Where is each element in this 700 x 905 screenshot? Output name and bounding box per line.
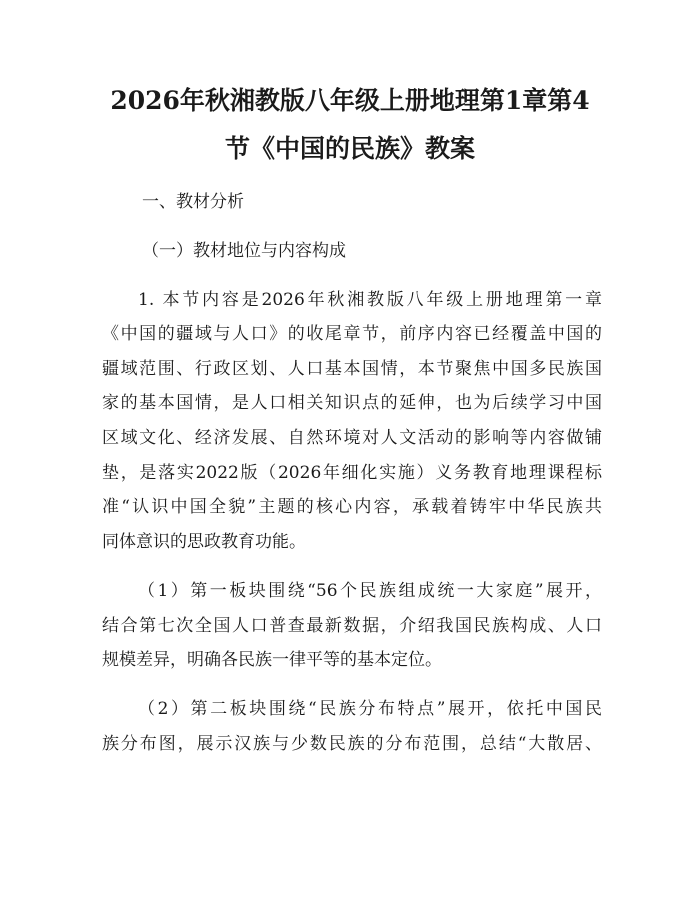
subsection-heading: （一）教材地位与内容构成 xyxy=(142,241,346,261)
section-heading: 一、教材分析 xyxy=(142,192,244,212)
paragraph-3-line-1: （2）第二板块围绕“民族分布特点”展开，依托中国民 xyxy=(138,699,602,719)
paragraph-1-line-6: 垫，是落实2022版（2026年细化实施）义务教育地理课程标 xyxy=(102,463,602,483)
paragraph-1-line-4: 家的基本国情，是人口相关知识点的延伸，也为后续学习中国 xyxy=(102,393,602,413)
paragraph-1-line-3: 疆域范围、行政区划、人口基本国情，本节聚焦中国多民族国 xyxy=(102,359,602,379)
paragraph-1-line-7: 准“认识中国全貌”主题的核心内容，承载着铸牢中华民族共 xyxy=(102,497,602,517)
paragraph-1-line-2: 《中国的疆域与人口》的收尾章节，前序内容已经覆盖中国的 xyxy=(102,324,602,344)
paragraph-1-line-5: 区域文化、经济发展、自然环境对人文活动的影响等内容做铺 xyxy=(102,428,602,448)
paragraph-3-line-2: 族分布图，展示汉族与少数民族的分布范围，总结“大散居、 xyxy=(102,734,602,754)
paragraph-2-line-3: 规模差异，明确各民族一律平等的基本定位。 xyxy=(102,650,442,670)
paragraph-1-line-1: 1. 本节内容是2026年秋湘教版八年级上册地理第一章 xyxy=(138,290,602,310)
document-title-line-2: 节《中国的民族》教案 xyxy=(224,134,475,163)
paragraph-1-line-8: 同体意识的思政教育功能。 xyxy=(102,532,306,552)
paragraph-2-line-2: 结合第七次全国人口普查最新数据，介绍我国民族构成、人口 xyxy=(102,616,602,636)
document-title-line-1: 2026年秋湘教版八年级上册地理第1章第4 xyxy=(110,86,590,115)
paragraph-2-line-1: （1）第一板块围绕“56个民族组成统一大家庭”展开， xyxy=(138,581,602,601)
